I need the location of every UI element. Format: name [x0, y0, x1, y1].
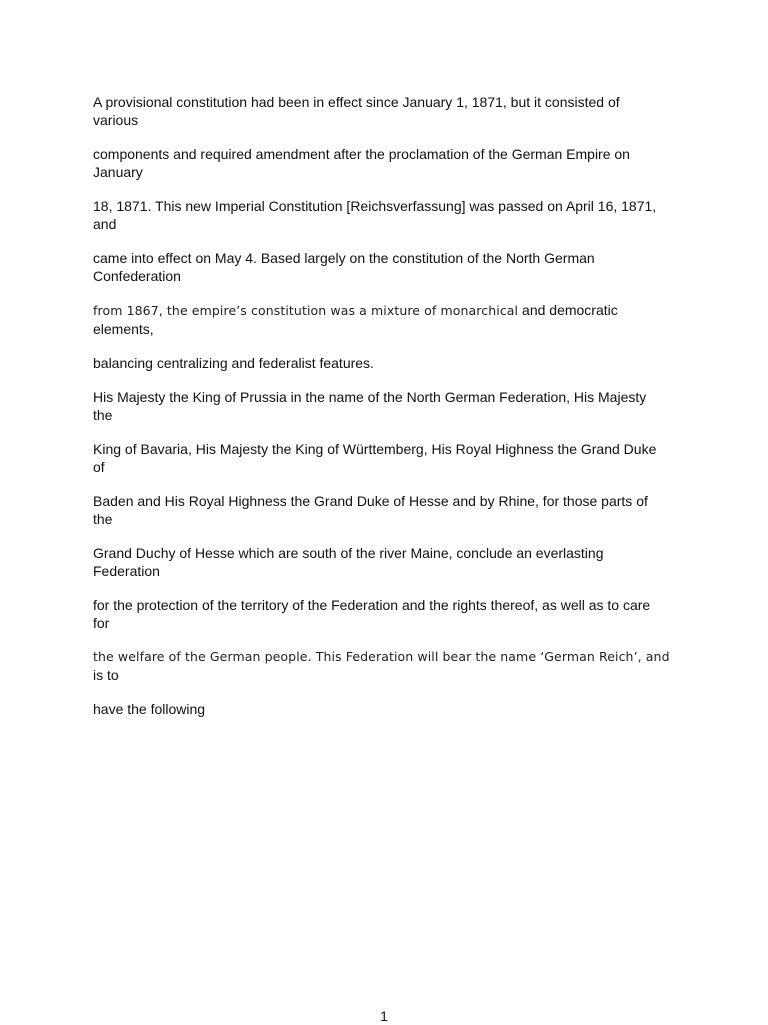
paragraph-13 [93, 700, 678, 718]
paragraph-line: Confederation [93, 268, 181, 284]
paragraph-line: Baden and His Royal Highness the Grand Duke of Hesse and by Rhine, for those parts of [93, 493, 648, 509]
paragraph-line: King of Bavaria, His Majesty the King of Württemberg, His Royal Highness the Grand Duke [93, 441, 657, 457]
paragraph-4 [93, 249, 678, 285]
paragraph-line: the [93, 407, 113, 423]
document-body [93, 93, 678, 734]
paragraph-10 [93, 544, 678, 580]
paragraph-line: and [93, 216, 117, 232]
paragraph-line: Grand Duchy of Hesse which are south of the river Maine, conclude an everlasting [93, 545, 604, 561]
paragraph-line: A provisional constitution had been in effect since January 1, 1871, but it consisted of [93, 94, 620, 110]
paragraph-line: for [93, 615, 110, 631]
paragraph-line: the [93, 511, 113, 527]
page-number: 1 [380, 1008, 388, 1024]
paragraph-line: for the protection of the territory of the Federation and the rights thereof, as well as to care [93, 597, 651, 613]
paragraph-line: components and required amendment after the proclamation of the German Empire on [93, 146, 630, 162]
paragraph-11 [93, 596, 678, 632]
paragraph-text: and democratic elements, [93, 302, 618, 337]
paragraph-line: 18, 1871. This new Imperial Constitution [Reichsverfassung] was passed on April 16, 1871, [93, 198, 657, 214]
paragraph-3 [93, 197, 678, 233]
paragraph-line: of [93, 459, 105, 475]
paragraph-2 [93, 145, 678, 181]
paragraph-line: have the following [93, 701, 206, 717]
paragraph-5 [93, 301, 678, 338]
paragraph-12 [93, 648, 678, 684]
paragraph-line: January [93, 164, 143, 180]
paragraph-line: Federation [93, 563, 160, 579]
paragraph-line [93, 301, 678, 338]
paragraph-9 [93, 492, 678, 528]
paragraph-6 [93, 354, 678, 372]
paragraph-7 [93, 388, 678, 424]
paragraph-line: various [93, 112, 139, 128]
paragraph-line: balancing centralizing and federalist features. [93, 355, 374, 371]
paragraph-1 [93, 93, 678, 129]
mixed-font-text: from 1867, the empire’s constitution was a mixture of monarchical [93, 303, 519, 318]
paragraph-8 [93, 440, 678, 476]
paragraph-line: is to [93, 667, 119, 683]
mixed-font-text: the welfare of the German people. This Federation will bear the name ‘German Reich’, and [93, 649, 670, 664]
paragraph-line: His Majesty the King of Prussia in the name of the North German Federation, His Majesty [93, 389, 647, 405]
paragraph-line: came into effect on May 4. Based largely on the constitution of the North German [93, 250, 595, 266]
